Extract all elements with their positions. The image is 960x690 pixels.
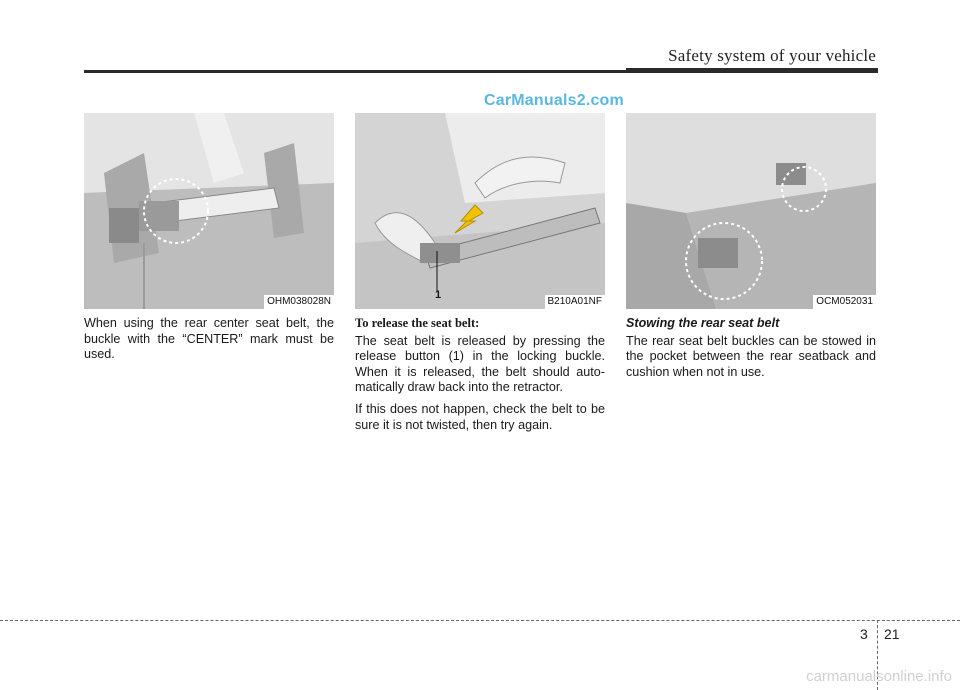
section-number: 3 [860,626,868,642]
callout-number: 1 [435,289,442,301]
figure-release-belt [355,113,605,309]
page-number: 21 [884,626,900,642]
body-paragraph: The seat belt is released by pressing the release button (1) in the locking buckle. When it is released, the belt should auto-matically draw back into the retractor. [355,333,605,395]
column-middle [355,316,605,439]
footer-rule [0,620,960,621]
release-belt-illustration [355,113,605,309]
figure-center-buckle [84,113,334,309]
header-title: Safety system of your vehicle [668,46,876,65]
column-right [626,316,876,386]
body-paragraph: When using the rear center seat belt, the buckle with the “CENTER” mark must be used. [84,316,334,362]
stow-buckle-illustration [626,113,876,309]
center-buckle-illustration [84,113,334,309]
body-paragraph: The rear seat belt buckles can be stowed in the pocket between the rear seatback and cushion when not in use. [626,333,876,379]
bottom-watermark[interactable]: carmanualsonline.info [806,668,952,685]
figure-code: OHM038028N [264,295,334,309]
figure-code: OCM052031 [813,295,876,309]
section-heading: Stowing the rear seat belt [626,316,780,330]
watermark-text[interactable]: CarManuals2.com [484,92,624,109]
figure-code: B210A01NF [545,295,605,309]
body-paragraph: If this does not happen, check the belt to be sure it is not twisted, then try again. [355,401,605,432]
figure-stow-buckle [626,113,876,309]
section-heading: To release the seat belt: [355,316,480,330]
column-left [84,316,334,369]
header-rule-accent [626,68,878,73]
